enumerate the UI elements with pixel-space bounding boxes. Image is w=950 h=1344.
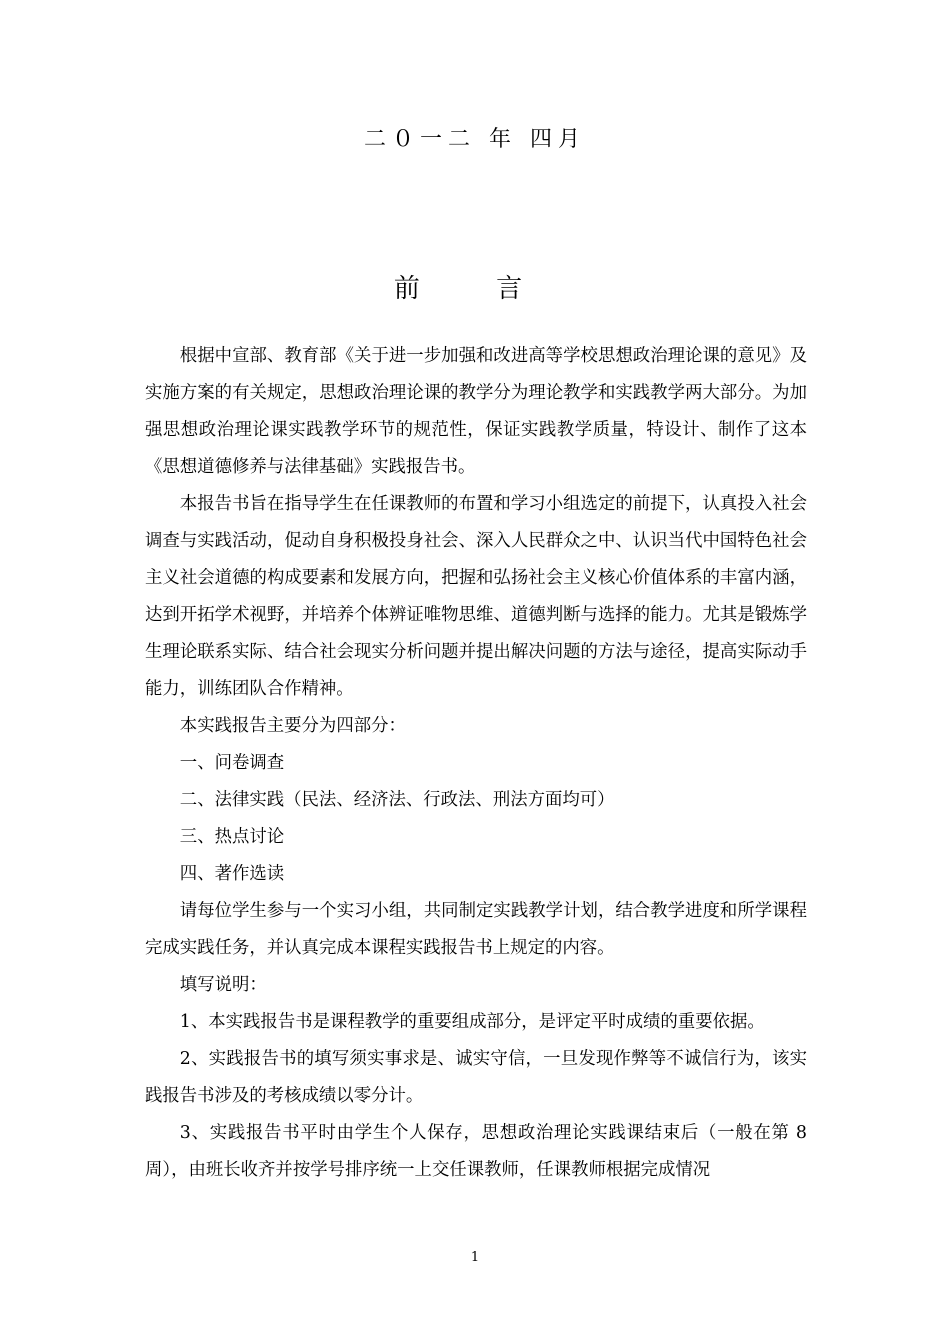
note-item: 1、本实践报告书是课程教学的重要组成部分，是评定平时成绩的重要依据。 bbox=[179, 1012, 765, 1032]
paragraph-fill-notes-heading: 填写说明： bbox=[179, 975, 267, 995]
page-title: 前 言 bbox=[393, 274, 557, 304]
paragraph-parts-lead: 本实践报告主要分为四部分： bbox=[179, 716, 406, 736]
list-item: 四、著作选读 bbox=[179, 864, 285, 884]
paragraph-instructions: 请每位学生参与一个实习小组，共同制定实践教学计划，结合教学进度和所学课程完成实践任务，并认真完成本课程实践报告书上规定的内容。 bbox=[145, 901, 807, 958]
note-item: 2、实践报告书的填写须实事求是、诚实守信，一旦发现作弊等不诚信行为，该实践报告书涉及的考核成绩以零分计。 bbox=[145, 1049, 807, 1106]
paragraph-purpose: 本报告书旨在指导学生在任课教师的布置和学习小组选定的前提下，认真投入社会调查与实践活动，促动自身积极投身社会、深入人民群众之中、认识当代中国特色社会主义社会道德的构成要素和发展方向，把握和弘扬社会主义核心价值体系的丰富内涵，达到开拓学术视野，并培养个体辨证唯物思维、道德判断与选择的能力。尤其是锻炼学生理论联系实际、结合社会现实分析问题并提出解决问题的方法与途径，提高实际动手能力，训练团队合作精神。 bbox=[145, 494, 807, 699]
page-number: 1 bbox=[470, 1250, 480, 1265]
paragraph-intro: 根据中宣部、教育部《关于进一步加强和改进高等学校思想政治理论课的意见》及实施方案的有关规定，思想政治理论课的教学分为理论教学和实践教学两大部分。为加强思想政治理论课实践教学环节的规范性，保证实践教学质量，特设计、制作了这本《思想道德修养与法律基础》实践报告书。 bbox=[145, 346, 807, 477]
note-item: 3、实践报告书平时由学生个人保存，思想政治理论实践课结束后（一般在第 8 周），由班长收齐并按学号排序统一上交任课教师，任课教师根据完成情况 bbox=[145, 1123, 807, 1180]
list-item: 三、热点讨论 bbox=[179, 827, 285, 847]
date-line: 二０一二 年 四月 bbox=[364, 127, 586, 152]
list-item: 二、法律实践（民法、经济法、行政法、刑法方面均可） bbox=[179, 790, 615, 810]
list-item: 一、问卷调查 bbox=[179, 753, 285, 773]
body-text bbox=[145, 338, 807, 1189]
